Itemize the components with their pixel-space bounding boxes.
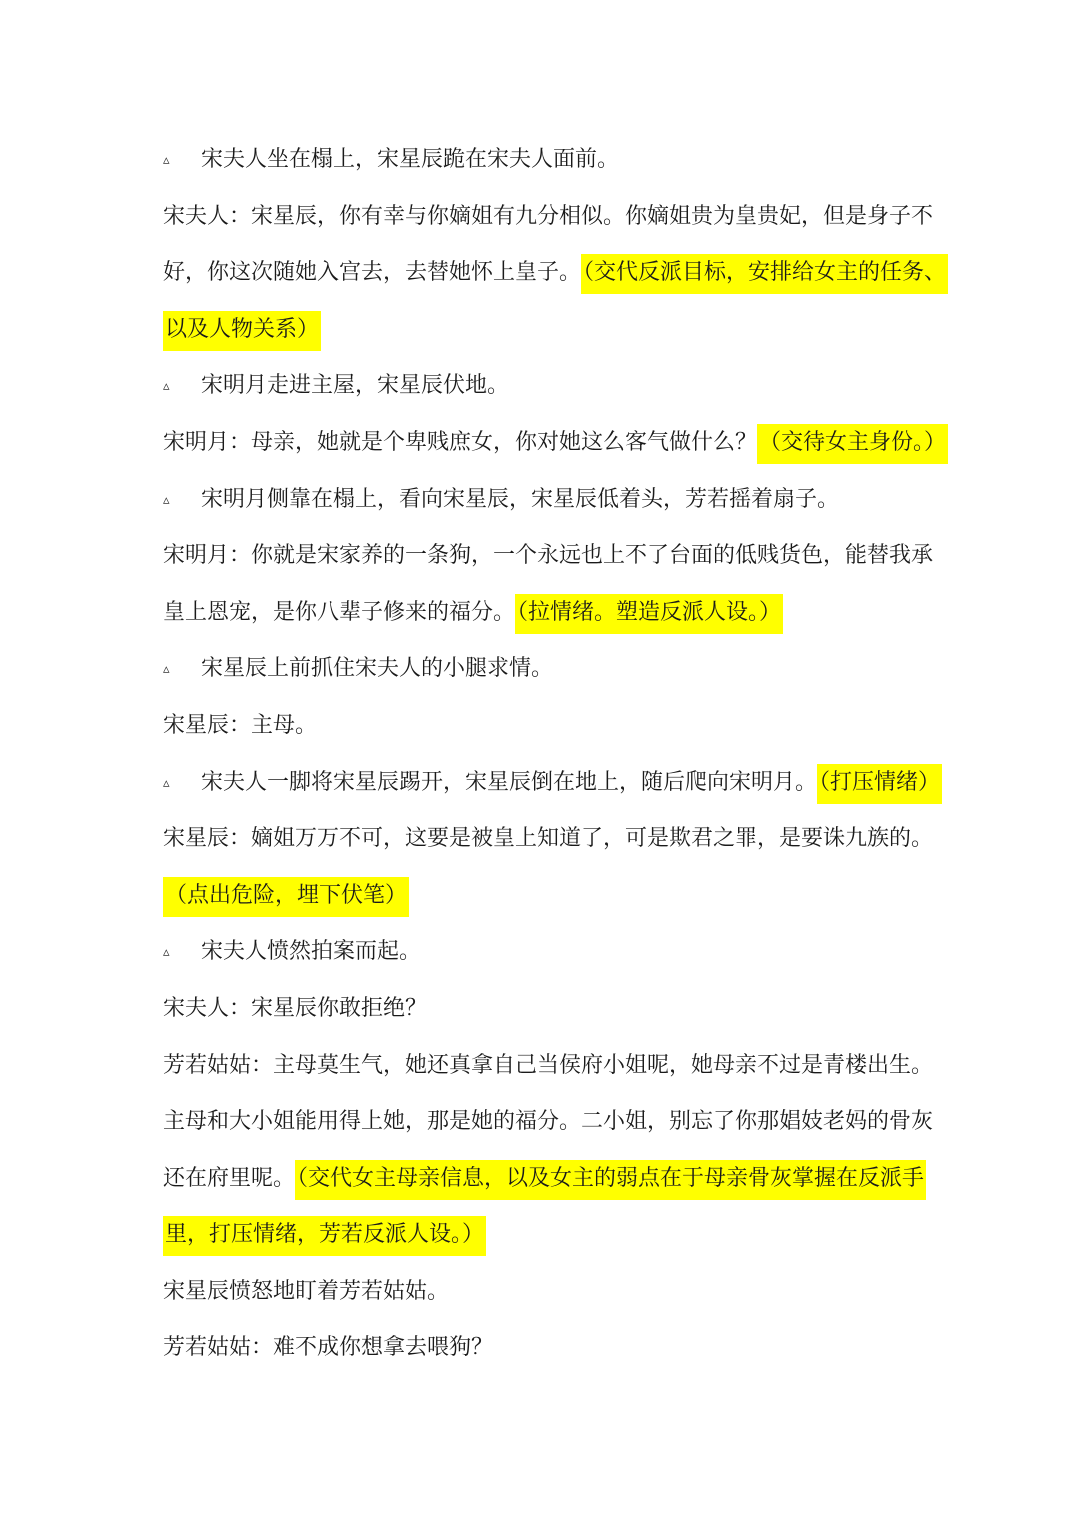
dialogue-line	[163, 1151, 923, 1208]
stage-direction-line	[163, 472, 923, 529]
line-text: 芳若姑姑：难不成你想拿去喂狗？	[163, 1335, 494, 1361]
line-text: 皇上恩宠，是你八辈子修来的福分。	[163, 599, 516, 625]
line-text: 好，你这次随她入宫去，去替她怀上皇子。	[163, 260, 582, 286]
line-text: 宋夫人：宋星辰你敢拒绝？	[163, 995, 428, 1021]
highlighted-annotation: （交代女主母亲信息，以及女主的弱点在于母亲骨灰掌握在反派手	[295, 1160, 926, 1200]
dialogue-line	[163, 189, 934, 246]
line-text: 芳若姑姑：主母莫生气，她还真拿自己当侯府小姐呢，她母亲不过是青楼出生。	[163, 1052, 934, 1078]
annotation-line	[163, 302, 923, 359]
script-page	[163, 132, 947, 1377]
stage-direction-line	[163, 641, 923, 698]
line-text: 宋星辰愤怒地盯着芳若姑姑。	[163, 1278, 450, 1304]
line-text: 宋夫人：宋星辰，你有幸与你嫡姐有九分相似。你嫡姐贵为皇贵妃，但是身子不	[163, 203, 934, 229]
line-text: 宋夫人愤然拍案而起。	[201, 939, 422, 965]
triangle-icon: ▵	[163, 379, 170, 395]
dialogue-line	[163, 698, 923, 755]
stage-direction-line	[163, 132, 923, 189]
line-text: 宋明月侧靠在榻上，看向宋星辰，宋星辰低着头，芳若摇着扇子。	[201, 486, 840, 512]
dialogue-line	[163, 1038, 934, 1095]
line-text: 宋星辰：嫡姐万万不可，这要是被皇上知道了，可是欺君之罪，是要诛九族的。	[163, 826, 934, 852]
highlighted-annotation: （交待女主身份。）	[757, 424, 948, 464]
triangle-icon: ▵	[163, 153, 170, 168]
dialogue-line	[163, 1320, 923, 1377]
dialogue-line	[163, 415, 947, 472]
triangle-icon: ▵	[163, 945, 170, 961]
dialogue-line	[163, 585, 923, 642]
highlighted-annotation: 以及人物关系）	[163, 311, 321, 351]
dialogue-line	[163, 1094, 934, 1151]
line-text: 宋星辰上前抓住宋夫人的小腿求情。	[201, 656, 554, 682]
line-text: 还在府里呢。	[163, 1165, 296, 1191]
line-text: 宋明月：母亲，她就是个卑贱庶女，你对她这么客气做什么？	[163, 429, 758, 455]
line-text: 宋夫人坐在榻上，宋星辰跪在宋夫人面前。	[201, 147, 620, 172]
highlighted-annotation: （交代反派目标，安排给女主的任务、	[581, 254, 948, 294]
line-text: 主母和大小姐能用得上她，那是她的福分。二小姐，别忘了你那娼妓老妈的骨灰	[163, 1109, 934, 1135]
line-text: 宋星辰：主母。	[163, 712, 318, 738]
triangle-icon: ▵	[163, 492, 170, 508]
line-text: 宋明月：你就是宋家养的一条狗，一个永远也上不了台面的低贱货色，能替我承	[163, 543, 934, 569]
stage-direction-line	[163, 358, 923, 415]
triangle-icon: ▵	[163, 775, 170, 791]
annotation-line	[163, 868, 923, 925]
dialogue-line	[163, 245, 947, 302]
triangle-icon: ▵	[163, 662, 170, 678]
highlighted-annotation: （点出危险，埋下伏笔）	[163, 877, 409, 917]
highlighted-annotation: （拉情绪。塑造反派人设。）	[515, 594, 783, 634]
dialogue-line	[163, 528, 934, 585]
highlighted-annotation: （打压情绪）	[817, 764, 942, 804]
line-text: 宋明月走进主屋，宋星辰伏地。	[201, 373, 510, 399]
stage-direction-line	[163, 924, 923, 981]
stage-direction-line	[163, 755, 941, 812]
line-text: 宋夫人一脚将宋星辰踢开，宋星辰倒在地上，随后爬向宋明月。	[201, 769, 818, 795]
annotation-line	[163, 1207, 923, 1264]
highlighted-annotation: 里，打压情绪，芳若反派人设。）	[163, 1216, 486, 1256]
dialogue-line	[163, 1264, 923, 1321]
dialogue-line	[163, 981, 923, 1038]
dialogue-line	[163, 811, 934, 868]
